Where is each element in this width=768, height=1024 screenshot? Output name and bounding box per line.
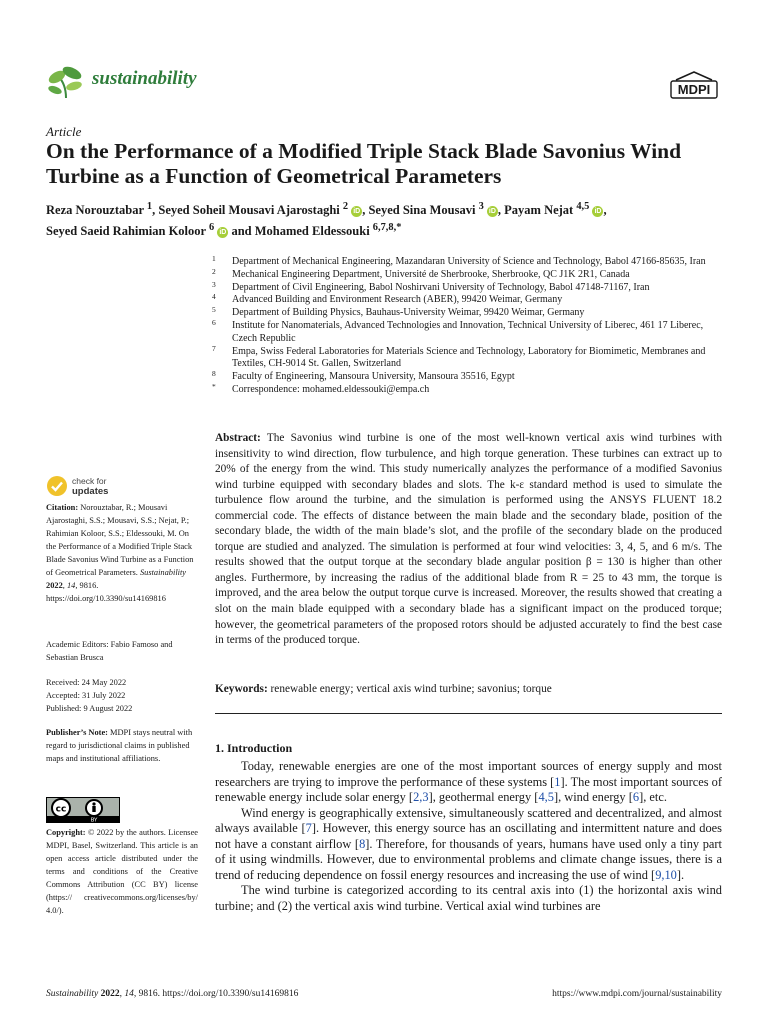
keywords-label: Keywords: bbox=[215, 683, 268, 695]
accepted-date: Accepted: 31 July 2022 bbox=[46, 691, 126, 700]
affiliation-marker: 6 bbox=[208, 222, 215, 234]
affiliation-item: 2 Mechanical Engineering Department, Université de Sherbrooke, Sherbrooke, QC J1K 2R1, Canada bbox=[212, 266, 630, 280]
affiliation-item: 3 Department of Civil Engineering, Babol Noshirvani University of Technology, Babol 47148-71167, Iran bbox=[212, 279, 650, 293]
citation-block: Citation: Norouztabar, R.; Mousavi Ajarostaghi, S.S.; Mousavi, S.S.; Nejat, P.; Rahimian Koloor, S.S.; Eldessouki, M. On the Performance of a Modified Triple Stack Blade Savonius Wind Turbine as a Function of Geometrical Parameters. Sustainability 2022, 14, 9816. https://doi.org/10.3390/su14169816 bbox=[46, 503, 194, 603]
correspondence: * Correspondence: mohamed.eldessouki@empa.ch bbox=[212, 381, 430, 395]
author-line-2 bbox=[46, 219, 726, 240]
keywords-text: renewable energy; vertical axis wind turbine; savonius; torque bbox=[270, 683, 552, 695]
affiliation-marker: 1 bbox=[146, 201, 153, 212]
citation-link[interactable]: 7 bbox=[305, 821, 312, 836]
article-type: Article bbox=[46, 124, 82, 139]
cc-by-license-icon[interactable] bbox=[46, 797, 120, 823]
section-heading: 1. Introduction bbox=[215, 741, 293, 755]
paragraph: The wind turbine is categorized according to its central axis into (1) the horizontal axis wind turbine; and (2) the vertical axis wind turbine. Vertical axial wind turbines are bbox=[215, 883, 722, 913]
citation-link[interactable]: 2,3 bbox=[413, 790, 429, 805]
affiliation-item: 1 Department of Mechanical Engineering, Mazandaran University of Science and Technology, Babol 47166-85635, Iran bbox=[212, 254, 706, 267]
published-date: Published: 9 August 2022 bbox=[46, 704, 133, 713]
author-name[interactable]: , Seyed Soheil Mousavi Ajarostaghi bbox=[152, 203, 343, 218]
citation-link[interactable]: 9,10 bbox=[655, 867, 677, 882]
footer-citation: Sustainability 2022, 14, 9816. https://doi.org/10.3390/su14169816 bbox=[46, 989, 299, 999]
abstract-label: Abstract: bbox=[215, 432, 261, 444]
citation-link[interactable]: 6 bbox=[632, 790, 640, 805]
received-date: Received: 24 May 2022 bbox=[46, 678, 127, 687]
affiliation-item: 4 Advanced Building and Environment Research (ABER), 99420 Weimar, Germany bbox=[212, 292, 563, 306]
affiliation-marker: 3 bbox=[478, 201, 484, 212]
keywords bbox=[215, 683, 722, 695]
author-name[interactable]: , Seyed Sina Mousavi bbox=[362, 203, 479, 218]
affiliation-item: 8 Faculty of Engineering, Mansoura University, Mansoura 35516, Egypt bbox=[212, 369, 515, 383]
orcid-icon[interactable]: iD bbox=[594, 208, 602, 216]
author-name[interactable]: Reza Norouztabar bbox=[46, 203, 147, 218]
abstract bbox=[215, 431, 722, 649]
author-line-1: Reza Norouztabar $^1$, Seyed Soheil Mousavi Ajarostaghi $^2$ iD , Seyed Sina Mousavi $^3$ iD , Payam Nejat $^{4,5}$ iD , bbox=[46, 201, 607, 218]
author-name[interactable]: and Mohamed Eldessouki bbox=[228, 224, 373, 239]
citation-link[interactable]: 4,5 bbox=[538, 790, 554, 805]
affiliation-item: 5 Department of Building Physics, Bauhaus-University Weimar, 99420 Weimar, Germany bbox=[212, 305, 585, 319]
author-name[interactable]: Seyed Saeid Rahimian Koloor bbox=[46, 224, 209, 239]
footer-doi-link[interactable]: , 9816. https://doi.org/10.3390/su14169816 bbox=[133, 989, 299, 999]
author-name[interactable]: , Payam Nejat bbox=[497, 203, 577, 218]
affiliation-marker: 4,5 bbox=[576, 201, 590, 212]
affiliation-list bbox=[212, 256, 712, 397]
orcid-icon[interactable]: iD bbox=[353, 208, 361, 216]
svg-text:cc: cc bbox=[55, 804, 67, 815]
academic-editors: Academic Editors: Fabio Famoso and Sebastian Brusca bbox=[46, 640, 173, 662]
citation-link[interactable]: 8 bbox=[359, 836, 366, 851]
journal-url-link[interactable]: https://www.mdpi.com/journal/sustainability bbox=[552, 989, 722, 999]
affiliation-item: 7 Empa, Swiss Federal Laboratories for Materials Science and Technology, Laboratory for Biomimetic, Membranes and Textiles, CH-9014 St. Gallen, Switzerland bbox=[212, 343, 706, 370]
citation-link[interactable]: 1 bbox=[554, 774, 561, 789]
check-for-updates-button[interactable]: check for updates bbox=[46, 474, 166, 498]
journal-leaf-logo-icon bbox=[46, 64, 86, 102]
section-divider bbox=[215, 713, 722, 714]
check-for-updates-icon bbox=[46, 475, 68, 497]
affiliation-item: 6 Institute for Nanomaterials, Advanced Technologies and Innovation, Technical University of Liberec, 461 17 Liberec, Czech Republic bbox=[212, 317, 704, 344]
orcid-icon[interactable]: iD bbox=[488, 208, 496, 216]
paragraph: Wind energy is geographically extensive, simultaneously scattered and decentralized, and almost always available [7]. However, this energy source has an oscillating and intermittent nature and does not have a constant airflow [8]. Therefore, for thousands of years, humans have used only a tiny part of it using windmills. However, due to environmental problems and climate change issues, there is a trend of reducing dependence on fossil energy resources and increasing the use of wind [9,10]. bbox=[215, 805, 722, 882]
abstract-text: The Savonius wind turbine is one of the most well-known vertical axis wind turbines with insensitivity to wind direction, flow turbulence, and high torque generation. These turbines can extract up to 20% of the energy from the wind. This study numerically analyzes the performance of a modified Savonius wind turbine equipped with secondary blades and slots. The k-ε standard method is used to simulate the turbulence flow around the turbine, and the simulation is performed using the ANSYS FLUENT 18.2 commercial code. The effects of distance between the main blade and the secondary blade, position of the secondary blade, the width of the main blade’s slot, and the profile of the secondary blade on the produced torque are studied and analyzed. The simulation is performed at four wind velocities: 3, 4, 5, and 6 m/s. The results showed that the output torque at the secondary blade angular position β = 130 is higher than other angles. Furthermore, by increasing the radius of the additional blade from R = 25 to 43 mm, the torque is improved, and the area below the output torque curve is increased. Moreover, the results showed that creating a slot on the main blade equipped with a secondary blade has a significant impact on the produced torque; however, the geometrical parameters of the proposed rotors should be adjusted accurately to find the best case in terms of the produced torque. bbox=[215, 432, 722, 647]
journal-name[interactable]: sustainability bbox=[92, 68, 197, 89]
copyright-notice: Copyright: © 2022 by the authors. Licensee MDPI, Basel, Switzerland. This article is an open access article distributed under the terms and conditions of the Creative Commons Attribution (CC BY) license (https:// creativecommons.org/licenses/by/ 4.0/). bbox=[46, 828, 198, 915]
introduction-body bbox=[215, 759, 722, 914]
mdpi-logo-icon[interactable] bbox=[668, 70, 720, 100]
doi-link[interactable]: , 9816. https://doi.org/10.3390/su14169816 bbox=[46, 581, 166, 603]
orcid-icon[interactable]: iD bbox=[219, 229, 227, 237]
svg-text:BY: BY bbox=[90, 817, 98, 823]
article-title: On the Performance of a Modified Triple Stack Blade Savonius Wind Turbine as a Function of Geometrical Parameters bbox=[46, 139, 682, 188]
affiliation-marker: 6,7,8,* bbox=[372, 222, 402, 234]
paragraph: Today, renewable energies are one of the most important sources of energy supply and most researchers are trying to improve the performance of these systems [1]. The most important sources of renewable energy include solar energy [2,3], geothermal energy [4,5], wind energy [6], etc. bbox=[215, 759, 722, 805]
publisher-note: Publisher’s Note: MDPI stays neutral with regard to jurisdictional claims in published maps and institutional affiliations. bbox=[46, 728, 193, 763]
author-list bbox=[46, 198, 726, 240]
publisher-name: MDPI bbox=[677, 82, 711, 97]
publication-dates bbox=[46, 676, 198, 715]
affiliation-marker: 2 bbox=[342, 201, 349, 212]
